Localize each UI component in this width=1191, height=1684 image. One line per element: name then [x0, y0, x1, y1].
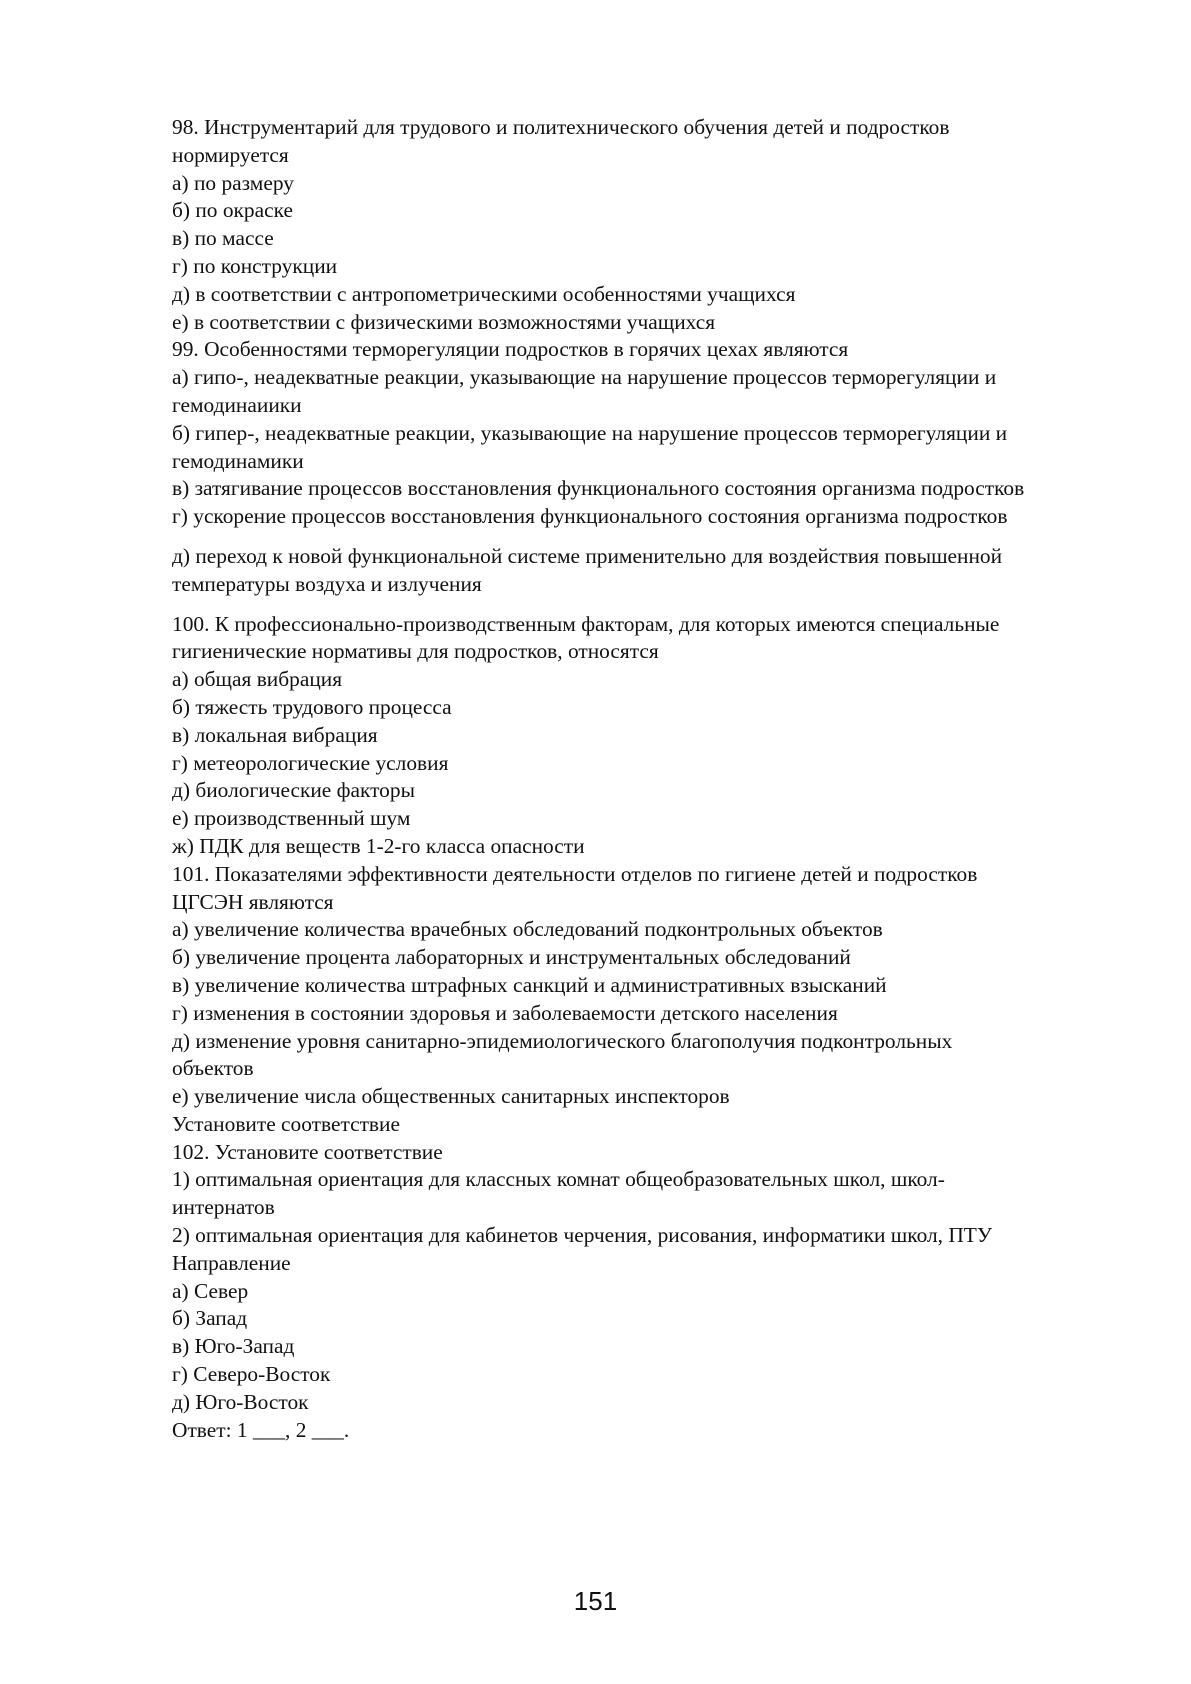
text-line: б) тяжесть трудового процесса: [172, 694, 452, 719]
text-line: д) биологические факторы: [172, 778, 415, 803]
text-line: Ответ: 1 ___, 2 ___.: [172, 1417, 350, 1442]
text-line: д) переход к новой функциональной системе применительно для воздействия повышенной: [172, 543, 1003, 568]
text-line: а) по размеру: [172, 170, 294, 195]
text-line: температуры воздуха и излучения: [172, 571, 482, 596]
text-line: 98. Инструментарий для трудового и политехнического обучения детей и подростков: [172, 115, 950, 139]
text-line: е) в соответствии с физическими возможностями учащихся: [172, 309, 716, 334]
text-line: а) общая вибрация: [172, 667, 343, 692]
text-line: г) по конструкции: [172, 253, 338, 278]
text-line: д) Юго-Восток: [172, 1389, 309, 1414]
text-line: гемодинамики: [172, 448, 304, 473]
text-line: 1) оптимальная ориентация для классных комнат общеобразовательных школ, школ-: [172, 1167, 945, 1192]
text-line: в) увеличение количества штрафных санкций и административных взысканий: [172, 972, 887, 997]
text-line: б) гипер-, неадекватные реакции, указывающие на нарушение процессов терморегуляции и: [172, 420, 1008, 445]
text-block: [172, 543, 1152, 599]
text-line: 100. К профессионально-производственным факторам, для которых имеются специальные: [172, 611, 1000, 636]
text-line: б) увеличение процента лабораторных и инструментальных обследований: [172, 945, 851, 970]
text-line: д) изменение уровня санитарно-эпидемиологического благополучия подконтрольных: [172, 1028, 953, 1053]
page-content: [172, 114, 1152, 1444]
page-number: 151: [573, 1586, 618, 1616]
text-line: г) ускорение процессов восстановления функционального состояния организма подростков: [172, 504, 1008, 529]
text-block: [172, 611, 1152, 1445]
text-line: в) локальная вибрация: [172, 722, 378, 747]
text-line: Установите соответствие: [172, 1111, 400, 1136]
text-line: нормируется: [172, 142, 289, 167]
text-line: 101. Показателями эффективности деятельности отделов по гигиене детей и подростков: [172, 861, 978, 886]
text-line: д) в соответствии с антропометрическими особенностями учащихся: [172, 281, 796, 306]
text-line: б) Запад: [172, 1306, 248, 1331]
text-line: ЦГСЭН являются: [172, 889, 334, 914]
text-block: [172, 114, 1152, 531]
text-line: г) изменения в состоянии здоровья и заболеваемости детского населения: [172, 1000, 838, 1025]
text-line: интернатов: [172, 1195, 275, 1220]
text-line: Направление: [172, 1250, 291, 1275]
text-line: объектов: [172, 1056, 254, 1081]
text-line: а) Север: [172, 1278, 249, 1303]
text-line: г) метеорологические условия: [172, 750, 449, 775]
text-line: б) по окраске: [172, 198, 293, 223]
text-line: 102. Установите соответствие: [172, 1139, 443, 1164]
text-line: е) увеличение числа общественных санитарных инспекторов: [172, 1084, 730, 1109]
text-line: гигиенические нормативы для подростков, относятся: [172, 639, 659, 664]
text-line: гемодинаиики: [172, 392, 302, 417]
text-line: 2) оптимальная ориентация для кабинетов черчения, рисования, информатики школ, ПТУ: [172, 1223, 993, 1248]
text-line: г) Северо-Восток: [172, 1362, 331, 1387]
text-line: в) Юго-Запад: [172, 1334, 295, 1359]
text-line: а) увеличение количества врачебных обследований подконтрольных объектов: [172, 917, 883, 942]
text-line: в) по массе: [172, 226, 274, 251]
text-line: 99. Особенностями терморегуляции подростков в горячих цехах являются: [172, 337, 849, 362]
text-line: в) затягивание процессов восстановления функционального состояния организма подростков: [172, 476, 1025, 501]
text-line: а) гипо-, неадекватные реакции, указывающие на нарушение процессов терморегуляции и: [172, 365, 997, 390]
text-line: е) производственный шум: [172, 806, 411, 831]
text-line: ж) ПДК для веществ 1-2-го класса опасности: [172, 833, 585, 858]
